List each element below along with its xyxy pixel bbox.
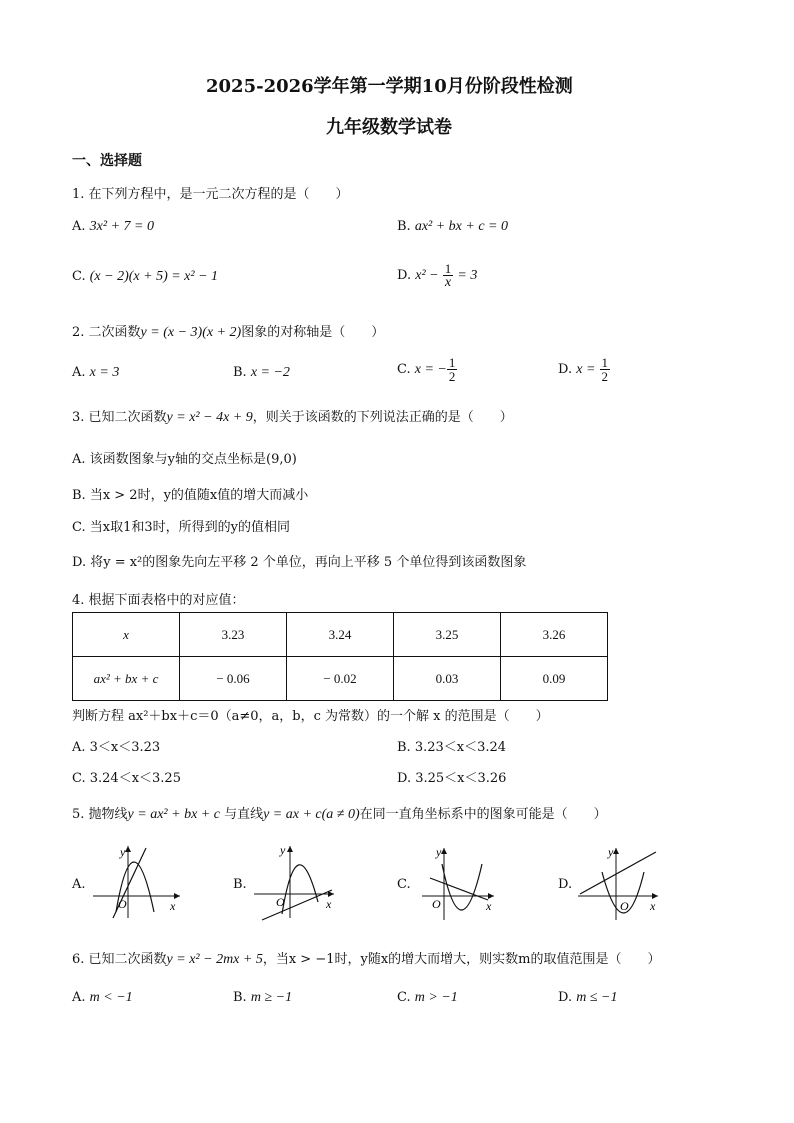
q4-option-b[interactable]: B. 3.23＜x＜3.24 xyxy=(397,740,507,755)
q1-option-c[interactable]: C. (x − 2)(x + 5) = x² − 1 xyxy=(72,269,219,284)
table-cell: 3.25 xyxy=(394,613,501,657)
origin-label: O xyxy=(432,897,441,911)
x-label: x xyxy=(326,897,332,911)
q4-stem: 4. 根据下面表格中的对应值： xyxy=(72,593,245,608)
x-label: x xyxy=(170,899,176,913)
q5-option-a[interactable]: A. xyxy=(72,877,86,892)
q3-option-d[interactable]: D. 将y = x²的图象先向左平移 2 个单位，再向上平移 5 个单位得到该函数图象 xyxy=(72,555,527,570)
q5-stem: 5. 抛物线y = ax² + bx + c 与直线y = ax + c(a ≠ 0)在同一直角坐标系中的图象可能是（ ） xyxy=(72,807,607,822)
q5-graph-a xyxy=(88,840,188,920)
q6-stem: 6. 已知二次函数y = x² − 2mx + 5，当x > −1时，y随x的增大而增大，则实数m的取值范围是（ ） xyxy=(72,952,661,967)
y-axis-arrow-icon xyxy=(613,848,619,854)
q3-option-c[interactable]: C. 当x取1和3时，所得到的y的值相同 xyxy=(72,520,290,535)
q2-option-c[interactable]: C. x = − $\frac{1}{2}$ xyxy=(397,355,456,384)
y-label: y xyxy=(608,845,614,859)
parabola xyxy=(442,864,482,910)
x-label: x xyxy=(650,899,656,913)
q2-option-d[interactable]: D. x = $\frac{1}{2}$ xyxy=(558,355,609,384)
table-row xyxy=(73,613,608,657)
table-cell: 3.26 xyxy=(501,613,608,657)
q4-option-a[interactable]: A. 3＜x＜3.23 xyxy=(72,740,161,755)
table-cell: − 0.02 xyxy=(287,657,394,701)
table-cell: 3.24 xyxy=(287,613,394,657)
origin-label: O xyxy=(620,899,629,913)
exam-title: 2025-2026学年第一学期10月份阶段性检测 xyxy=(206,76,573,97)
y-axis-arrow-icon xyxy=(125,846,131,852)
q5-graph-c xyxy=(414,844,514,924)
q3-option-b[interactable]: B. 当x > 2时，y的值随x值的增大而减小 xyxy=(72,488,309,503)
q5-option-b[interactable]: B. xyxy=(233,877,247,892)
line xyxy=(580,852,656,894)
q5-option-d[interactable]: D. xyxy=(558,877,573,892)
q3-stem: 3. 已知二次函数y = x² − 4x + 9，则关于该函数的下列说法正确的是（ ） xyxy=(72,410,513,425)
table-row xyxy=(73,657,608,701)
q4-judge: 判断方程 ax²＋bx＋c＝0（a≠0，a，b，c 为常数）的一个解 x 的范围是（ ） xyxy=(72,709,549,724)
y-axis-arrow-icon xyxy=(441,848,447,854)
y-axis-arrow-icon xyxy=(287,846,293,852)
origin-label: O xyxy=(118,897,127,911)
q2-option-b[interactable]: B. x = −2 xyxy=(233,365,290,380)
q2-option-a[interactable]: A. x = 3 xyxy=(72,365,120,380)
exam-subtitle: 九年级数学试卷 xyxy=(326,117,452,138)
origin-label: O xyxy=(276,895,285,909)
q5-graph-b xyxy=(252,842,352,922)
section-heading: 一、选择题 xyxy=(72,153,142,169)
table-cell: 0.03 xyxy=(394,657,501,701)
y-label: y xyxy=(120,845,126,859)
q5-graph-d xyxy=(574,844,674,924)
q4-option-d[interactable]: D. 3.25＜x＜3.26 xyxy=(397,771,507,786)
q6-option-a[interactable]: A. m < −1 xyxy=(72,990,133,1005)
q4-option-c[interactable]: C. 3.24＜x＜3.25 xyxy=(72,771,181,786)
table-cell: 0.09 xyxy=(501,657,608,701)
q2-stem: 2. 二次函数y = (x − 3)(x + 2)图象的对称轴是（ ） xyxy=(72,325,385,340)
q1-stem: 1. 在下列方程中，是一元二次方程的是（ ） xyxy=(72,187,349,202)
q5-option-c[interactable]: C. xyxy=(397,877,411,892)
q4-value-table xyxy=(72,612,608,701)
q6-option-b[interactable]: B. m ≥ −1 xyxy=(233,990,293,1005)
table-cell: 3.23 xyxy=(180,613,287,657)
q3-option-a[interactable]: A. 该函数图象与y轴的交点坐标是(9,0) xyxy=(72,452,297,467)
table-cell: − 0.06 xyxy=(180,657,287,701)
x-label: x xyxy=(486,899,492,913)
table-cell: ax² + bx + c xyxy=(73,657,180,701)
table-cell: x xyxy=(73,613,180,657)
q6-option-c[interactable]: C. m > −1 xyxy=(397,990,458,1005)
q6-option-d[interactable]: D. m ≤ −1 xyxy=(558,990,618,1005)
q1-option-a[interactable]: A. 3x² + 7 = 0 xyxy=(72,219,154,234)
q1-option-d[interactable]: D. x² − $\frac{1}{x}$ = 3 xyxy=(397,261,478,290)
y-label: y xyxy=(280,843,286,857)
q1-option-b[interactable]: B. ax² + bx + c = 0 xyxy=(397,219,509,234)
y-label: y xyxy=(436,845,442,859)
parabola xyxy=(282,865,318,914)
